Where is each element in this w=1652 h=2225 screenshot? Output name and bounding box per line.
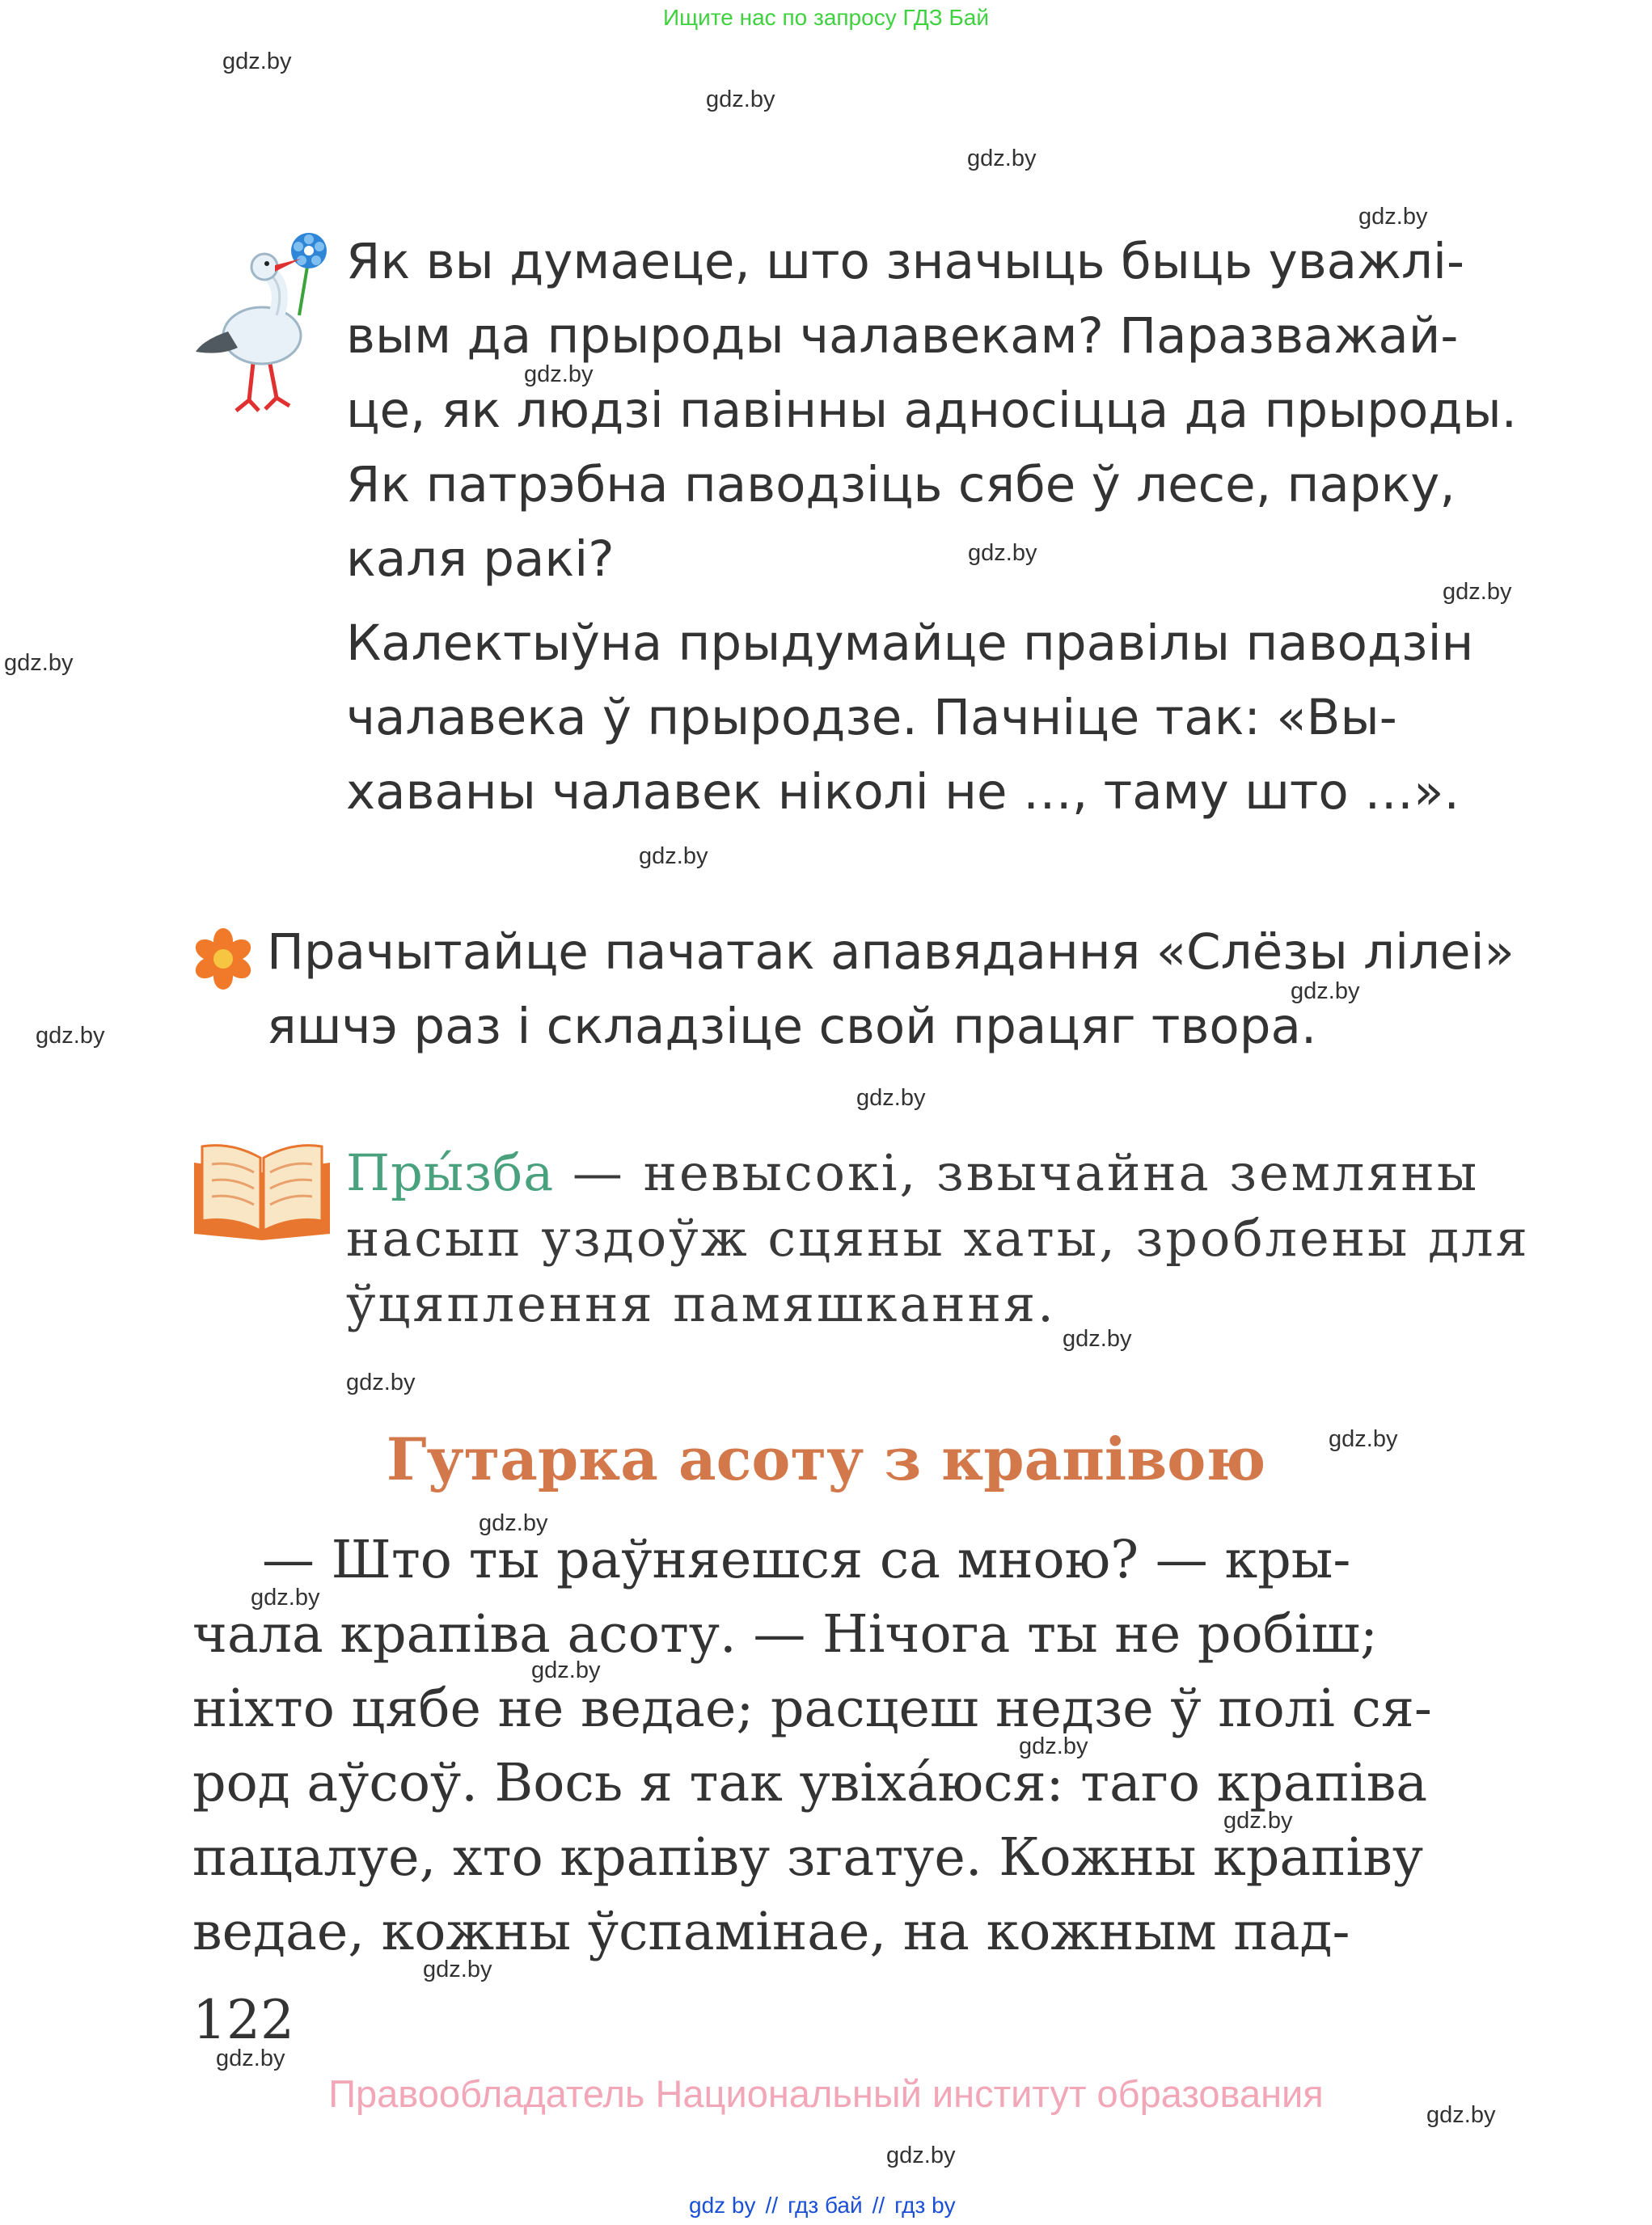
glossary-line: [346, 1140, 1640, 1205]
link-gdz-by[interactable]: gdz by: [689, 2193, 756, 2218]
watermark: gdz.by: [216, 2046, 285, 2071]
story-title: Гутарка асоту з крапівою: [386, 1425, 1266, 1493]
watermark: gdz.by: [967, 146, 1037, 171]
task-continue-story: [267, 915, 1625, 1064]
text-line: чала крапіва асоту. — Нічога ты не робіш;: [192, 1604, 1378, 1665]
page-number: 122: [192, 1989, 294, 2051]
text-line: це, як людзі павінны адносіцца да прыроды.: [346, 382, 1518, 439]
stork-with-flower-icon: [188, 226, 341, 420]
open-book-icon: [191, 1140, 333, 1240]
text-line: хаваны чалавек ніколі не …, таму што …».: [346, 763, 1460, 821]
link-gdz-bai[interactable]: гдз бай: [788, 2193, 863, 2218]
glossary-term: Пры́зба: [346, 1143, 555, 1202]
watermark: gdz.by: [423, 1957, 492, 1982]
watermark: gdz.by: [886, 2143, 956, 2168]
watermark: gdz.by: [346, 1370, 416, 1395]
bottom-links: [684, 2193, 961, 2219]
watermark: gdz.by: [1329, 1426, 1398, 1452]
glossary-line: ўцяплення памяшкання.: [346, 1274, 1056, 1333]
text-line: пацалуе, хто крапіву згатуе. Кожны крапіву: [192, 1827, 1424, 1888]
separator: //: [765, 2193, 779, 2218]
watermark: gdz.by: [531, 1657, 601, 1683]
watermark: gdz.by: [4, 650, 74, 676]
watermark: gdz.by: [968, 540, 1037, 566]
watermark: gdz.by: [1291, 978, 1360, 1004]
text-line: Прачытайце пачатак апавядання «Слёзы лілеі»: [267, 923, 1515, 981]
glossary-entry: [346, 1140, 1640, 1336]
glossary-line: насып уздоўж сцяны хаты, зроблены для: [346, 1209, 1530, 1268]
separator: //: [872, 2193, 885, 2218]
watermark: gdz.by: [1358, 204, 1428, 230]
copyright-owner: Правообладатель Национальный институт образования: [328, 2072, 1324, 2115]
text-line: род аўсоў. Вось я так увіха́юся: таго крапіва: [192, 1753, 1428, 1813]
glossary-definition-start: — невысокі, звычайна земляны: [554, 1143, 1480, 1202]
text-line: чалавека ў прыродзе. Пачніце так: «Вы-: [346, 689, 1397, 746]
text-line: ведае, кожны ўспамінае, на кожным пад-: [192, 1902, 1350, 1962]
watermark: gdz.by: [524, 361, 594, 387]
watermark: gdz.by: [1223, 1808, 1293, 1834]
story-text: [192, 1523, 1632, 1970]
task-question: [346, 225, 1624, 597]
task-rules: [346, 606, 1624, 830]
text-line: Як вы думаеце, што значыць быць уважлі-: [346, 233, 1464, 290]
watermark: gdz.by: [639, 843, 708, 869]
watermark: gdz.by: [479, 1510, 548, 1536]
text-line: ніхто цябе не ведае; расцеш недзе ў полі ся-: [192, 1678, 1432, 1739]
text-line: Як патрэбна паводзіць сябе ў лесе, парку,: [346, 456, 1456, 513]
watermark: gdz.by: [222, 49, 292, 74]
link-gdz-by-2[interactable]: гдз by: [894, 2193, 956, 2218]
text-line: — Што ты раўняешся са мною? — кры-: [262, 1530, 1351, 1590]
watermark: gdz.by: [1426, 2102, 1496, 2128]
text-line: каля ракі?: [346, 530, 615, 588]
text-line: Калектыўна прыдумайце правілы паводзін: [346, 614, 1474, 672]
text-line: вым да прыроды чалавекам? Паразважай-: [346, 307, 1459, 365]
watermark: gdz.by: [706, 87, 775, 112]
watermark: gdz.by: [1443, 579, 1512, 605]
flower-icon: [189, 925, 257, 993]
text-line: яшчэ раз і складзіце свой працяг твора.: [267, 998, 1317, 1055]
watermark: gdz.by: [1063, 1326, 1132, 1352]
watermark: gdz.by: [251, 1585, 320, 1611]
top-banner[interactable]: Ищите нас по запросу ГДЗ Бай: [662, 5, 990, 30]
watermark: gdz.by: [36, 1023, 105, 1049]
watermark: gdz.by: [856, 1085, 926, 1111]
watermark: gdz.by: [1019, 1733, 1088, 1759]
